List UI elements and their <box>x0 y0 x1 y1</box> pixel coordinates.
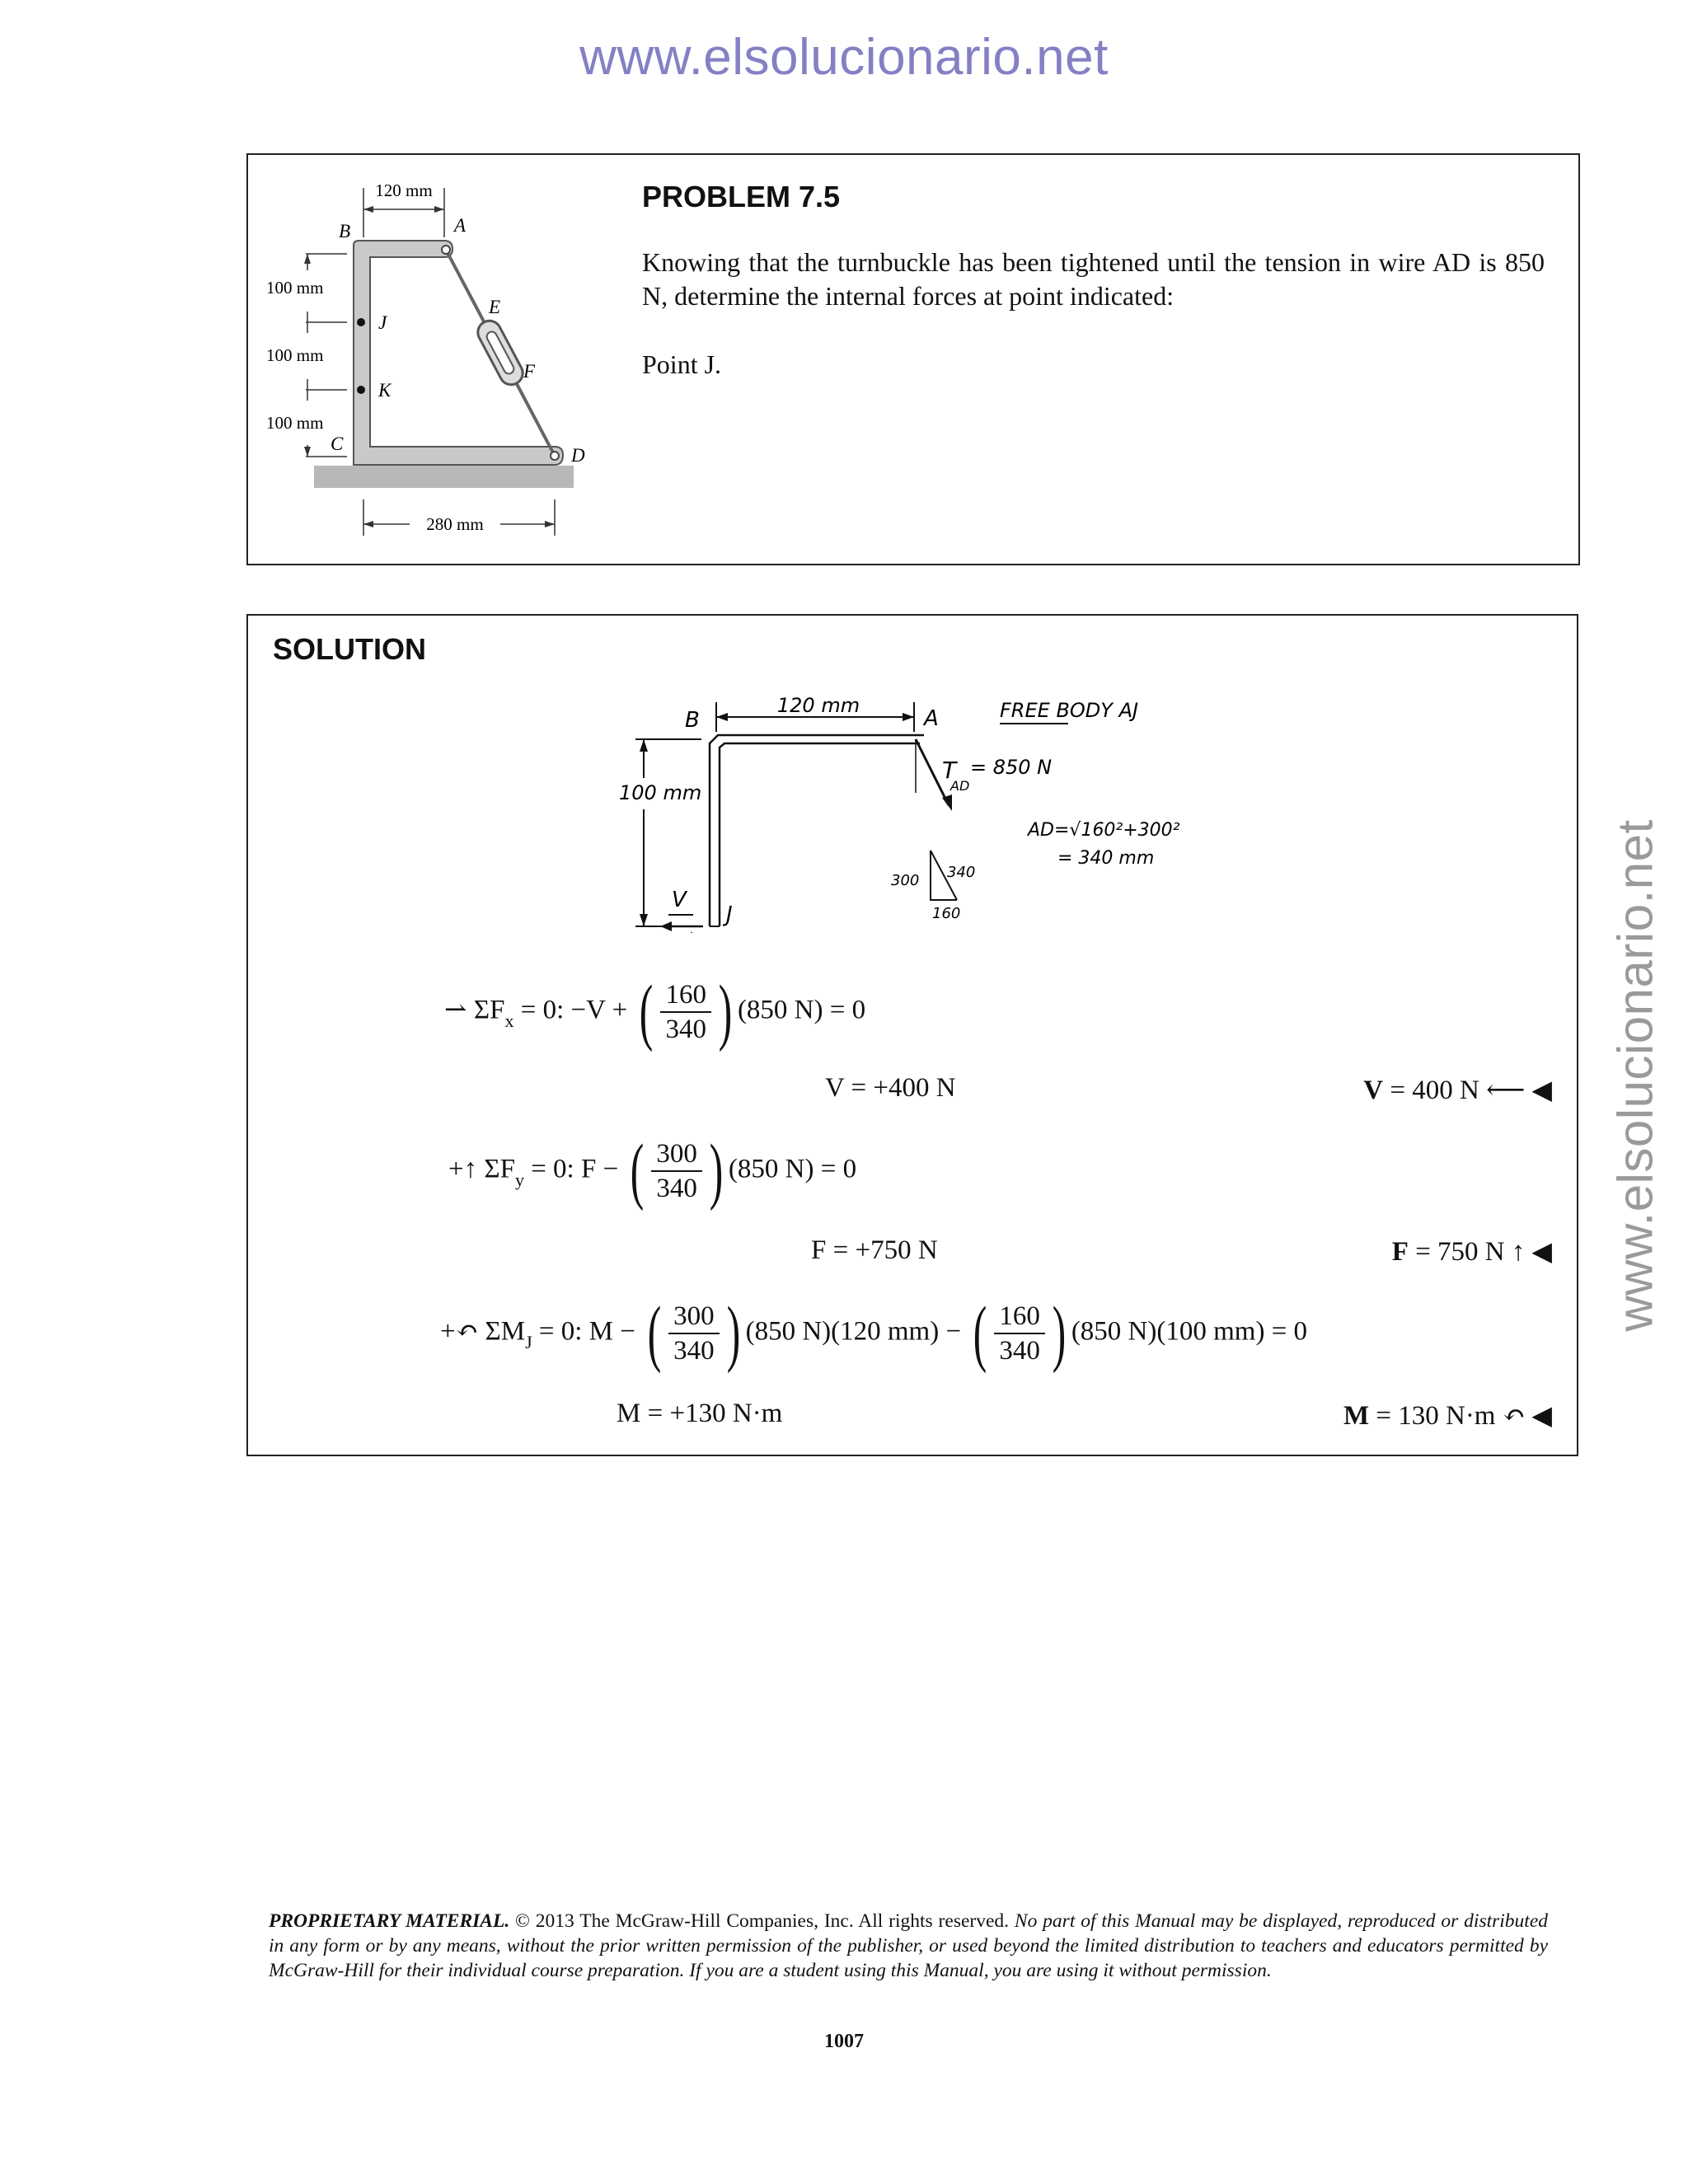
problem-box <box>246 153 1580 565</box>
eq3-mid: (850 N)(120 mm) − <box>745 1316 968 1347</box>
solution-box <box>246 614 1578 1456</box>
problem-title: PROBLEM 7.5 <box>642 180 841 213</box>
sketch-ad-eq-1: AD=√160²+300² <box>1028 820 1180 841</box>
sketch-label-v: V <box>672 888 687 912</box>
eq2-fraction: $\frac{300}{340}$ <box>651 1137 702 1205</box>
label-f: F <box>523 361 536 382</box>
sketch-tension-sub: AD <box>950 778 970 794</box>
pin-a <box>442 246 450 254</box>
label-j: J <box>378 312 387 333</box>
sign-convention-y: +↑ <box>448 1154 485 1184</box>
equation-sum-fx: ⇀ $\Sigma F_x = 0$: −V + ( $\frac{160}{340}$ ) (850 N) = 0 <box>444 971 866 1052</box>
eq1-fraction: $\frac{160}{340}$ <box>660 978 711 1046</box>
eq1-eq: = 0: −V + <box>513 995 635 1025</box>
eq1-final: V = 400 N ⟵ ◀ <box>1363 1075 1552 1105</box>
solution-title: SOLUTION <box>273 632 426 666</box>
eq2-sub: y <box>514 1169 524 1190</box>
sign-convention-moment: +↶ <box>440 1316 485 1347</box>
eq2-eq: = 0: F − <box>523 1154 626 1184</box>
dim-left-2: 100 mm <box>266 345 324 365</box>
eq3-final: M = 130 N·m ↶ ◀ <box>1343 1400 1552 1431</box>
eq1-lhs: ΣF <box>473 995 505 1025</box>
problem-figure <box>248 155 627 559</box>
turnbuckle <box>474 316 527 388</box>
label-d: D <box>571 445 585 466</box>
problem-point: Point J. <box>642 349 722 379</box>
eq3-eq: = 0: M − <box>532 1316 643 1347</box>
page-number: 1007 <box>824 2031 864 2052</box>
footer-rights: © 2013 The McGraw-Hill Companies, Inc. All rights reserved. <box>509 1910 1015 1932</box>
footer-lead: PROPRIETARY MATERIAL. <box>269 1910 510 1932</box>
eq2-rest: (850 N) = 0 <box>728 1154 857 1184</box>
label-e: E <box>489 297 501 317</box>
watermark-top: www.elsolucionario.net <box>579 29 1109 86</box>
eq2-lhs: ΣF <box>484 1154 515 1184</box>
sketch-label-j: J <box>726 902 733 927</box>
sketch-tri-base: 160 <box>932 905 961 922</box>
free-body-sketch <box>619 694 1245 933</box>
eq1-sub: x <box>504 1010 514 1031</box>
dim-top: 120 mm <box>375 180 433 200</box>
eq3-result: M = +130 N·m <box>617 1399 783 1428</box>
dim-bottom: 280 mm <box>426 514 484 534</box>
sketch-tri-vertical: 300 <box>891 872 920 889</box>
eq2-result: F = +750 N <box>811 1235 938 1265</box>
copyright-footer <box>269 1909 1548 1983</box>
point-k-dot <box>357 386 365 394</box>
equation-sum-fy: +↑ $\Sigma F_y = 0$: F − ( $\frac{300}{340}$ ) (850 N) = 0 <box>448 1130 857 1212</box>
dim-left-3: 100 mm <box>266 413 324 433</box>
footer-notice: No part of this Manual may be displayed, reproduced or distributed in any form or by any means, without the prior written permission of the publisher, or used beyond the limited distribution to teachers and educators permitted by McGraw-Hill for their individual course preparation. If you are a student using this Manual, you are using it without permission. <box>269 1910 1549 1981</box>
eq3-fraction-2: $\frac{160}{340}$ <box>994 1300 1045 1367</box>
eq2-final: F = 750 N ↑ ◀ <box>1391 1236 1552 1267</box>
sketch-dim-top: 120 mm <box>776 694 860 717</box>
eq3-lhs: ΣM <box>485 1316 526 1347</box>
label-k: K <box>378 380 392 401</box>
equation-sum-mj: +↶ $\Sigma M_J = 0$: M − ( $\frac{300}{340}$ ) (850 N)(120 mm) − ( $\frac{160}{340}$ ) (850 N)(100 mm) = 0 <box>440 1292 1308 1374</box>
watermark-side-text: www.elsolucionario.net <box>1607 819 1663 1332</box>
sign-convention-x: ⇀ <box>444 995 474 1025</box>
label-a: A <box>454 215 467 236</box>
eq3-rest: (850 N)(100 mm) = 0 <box>1071 1316 1308 1347</box>
pin-d <box>551 452 559 460</box>
eq1-rest: (850 N) = 0 <box>737 995 866 1025</box>
eq1-result: V = +400 N <box>825 1073 956 1103</box>
point-j-dot <box>357 318 365 326</box>
sketch-dim-left: 100 mm <box>619 781 702 804</box>
ground <box>314 466 574 488</box>
sketch-ad-eq-2: = 340 mm <box>1057 848 1155 869</box>
sketch-label-b: B <box>685 708 700 733</box>
sketch-label-a: A <box>924 706 939 731</box>
eq3-fraction-1: $\frac{300}{340}$ <box>668 1300 720 1367</box>
eq3-sub: J <box>525 1331 532 1352</box>
sketch-tension: T <box>942 757 957 784</box>
problem-statement: Knowing that the turnbuckle has been tightened until the tension in wire AD is 850 N, determine the internal forces at point indicated: <box>642 247 1545 311</box>
label-b: B <box>339 221 351 241</box>
sketch-tension-value: = 850 N <box>970 756 1053 779</box>
sketch-heading: FREE BODY AJ <box>1000 699 1139 722</box>
sketch-tri-hyp: 340 <box>947 864 976 881</box>
label-c: C <box>331 434 344 454</box>
dim-left-1: 100 mm <box>266 278 324 298</box>
